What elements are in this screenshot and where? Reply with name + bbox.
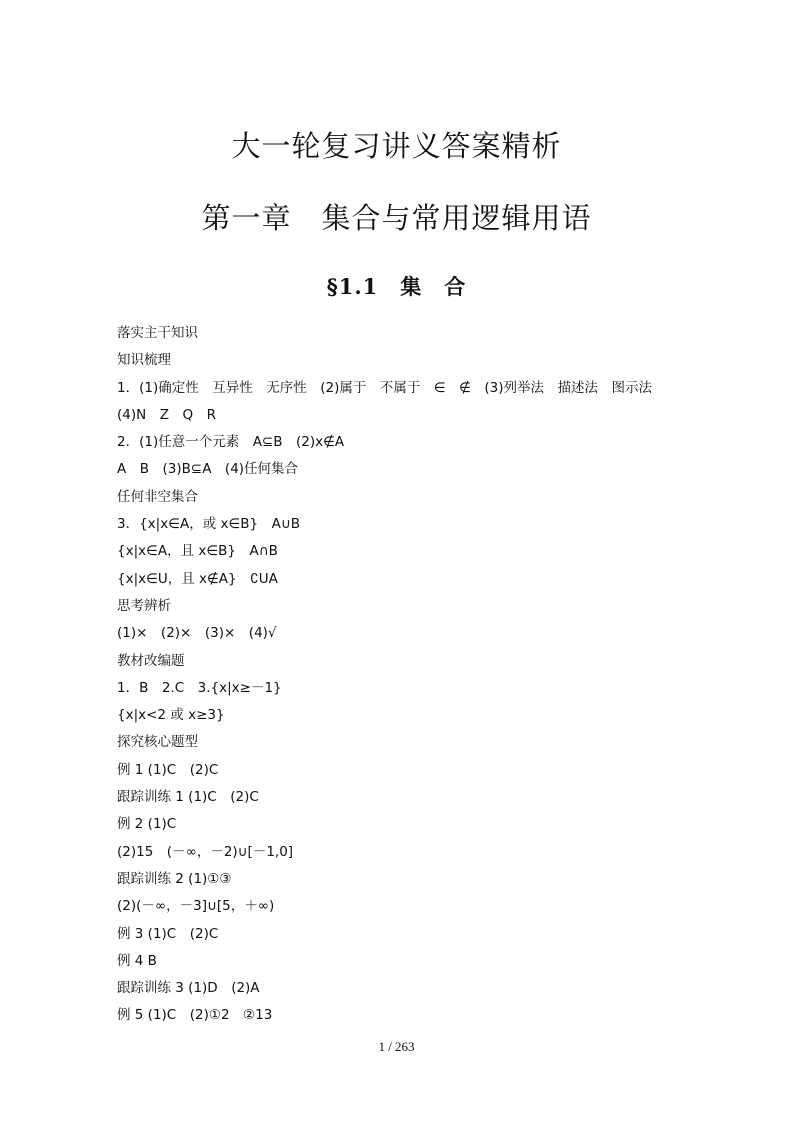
answer-line: 1．B 2.C 3.{x|x≥－1}	[117, 679, 282, 696]
answer-line: (2)15 (－∞，－2)∪[－1,0]	[117, 843, 294, 860]
answer-line: 思考辨析	[117, 597, 171, 614]
answer-line: 教材改编题	[117, 652, 185, 669]
answer-line: (2)(－∞，－3]∪[5，＋∞)	[117, 898, 275, 915]
answer-line: (4)N Z Q R	[117, 406, 216, 423]
answer-line: A B (3)B⊆A (4)任何集合	[117, 461, 299, 478]
answer-line: 知识梳理	[117, 352, 171, 369]
answer-line: 3．{x|x∈A，或 x∈B} A∪B	[117, 516, 300, 533]
answer-line: {x|x∈A，且 x∈B} A∩B	[117, 543, 278, 560]
answer-line: 跟踪训练 2 (1)①③	[117, 870, 232, 887]
answer-line: 跟踪训练 1 (1)C (2)C	[117, 789, 259, 806]
section-title: §1.1 集 合	[326, 274, 467, 299]
answer-line: 跟踪训练 3 (1)D (2)A	[117, 980, 260, 997]
answer-line: 任何非空集合	[117, 488, 198, 505]
answer-line: 2．(1)任意一个元素 A⊆B (2)x∉A	[117, 434, 345, 451]
answer-line: 探究核心题型	[117, 734, 198, 751]
answer-line: 1．(1)确定性 互异性 无序性 (2)属于 不属于 ∈ ∉ (3)列举法 描述法 图示法	[117, 379, 652, 396]
answer-line: 例 3 (1)C (2)C	[117, 925, 219, 942]
answer-line: 例 4 B	[117, 952, 157, 969]
answer-line: 例 2 (1)C	[117, 816, 177, 833]
answer-line: {x|x∈U，且 x∉A} ∁UA	[117, 570, 278, 587]
answer-line: 落实主干知识	[117, 325, 198, 341]
page-number: 1 / 263	[378, 1039, 415, 1054]
chapter-title: 第一章 集合与常用逻辑用语	[201, 201, 592, 235]
answer-list	[117, 320, 717, 1030]
document-title: 大一轮复习讲义答案精析	[231, 129, 562, 163]
answer-line: (1)× (2)× (3)× (4)√	[117, 625, 277, 642]
answer-line: 例 5 (1)C (2)①2 ②13	[117, 1007, 273, 1024]
answer-line: {x|x<2 或 x≥3}	[117, 707, 225, 724]
answer-line: 例 1 (1)C (2)C	[117, 761, 219, 778]
